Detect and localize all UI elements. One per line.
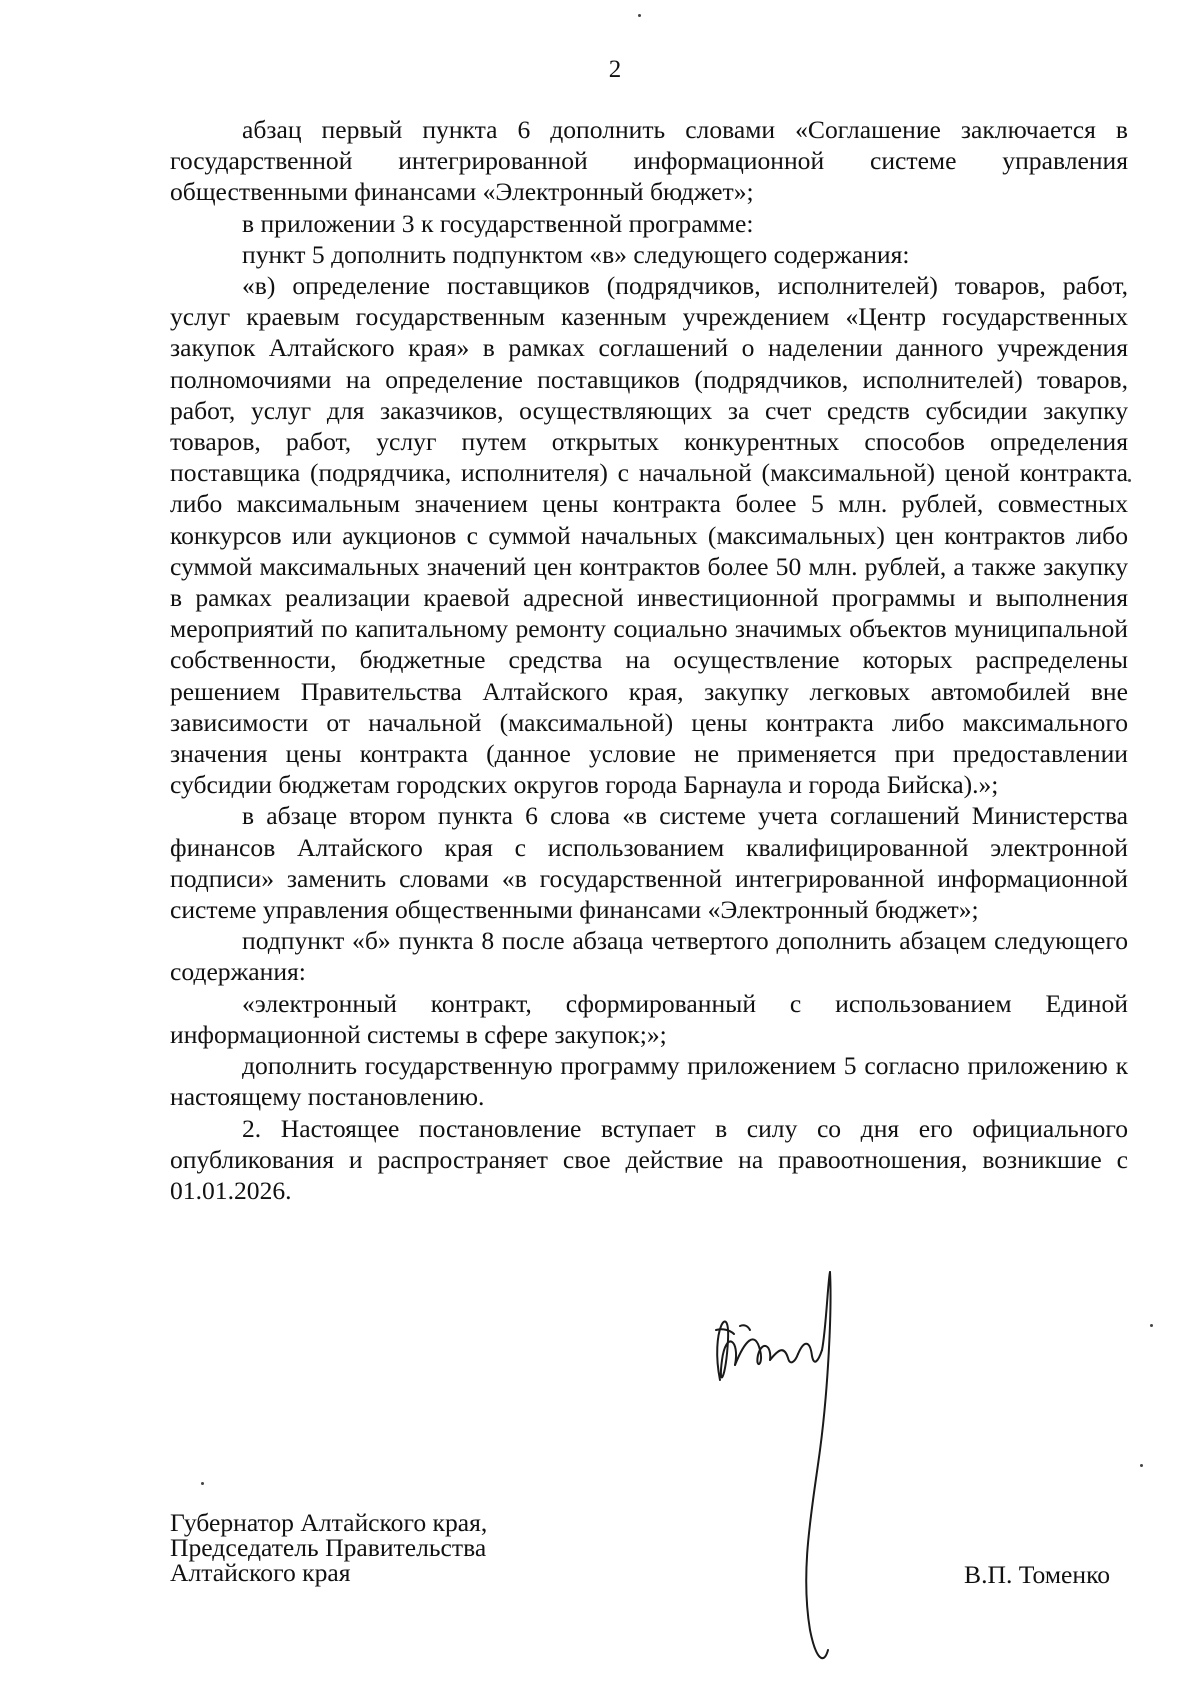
paragraph: «электронный контракт, сформированный с использованием Единой информационной системы в сфере закупок;»; xyxy=(170,988,1128,1049)
scan-artifact xyxy=(1150,1324,1153,1327)
document-body xyxy=(170,114,1128,1206)
handwritten-signature xyxy=(700,1270,880,1670)
paragraph: абзац первый пункта 6 дополнить словами «Соглашение заключается в государственной интегрированной информационной системе управления общественными финансами «Электронный бюджет»; xyxy=(170,115,1128,207)
paragraph: дополнить государственную программу приложением 5 согласно приложению к настоящему постановлению. xyxy=(170,1051,1128,1112)
scan-artifact xyxy=(1140,1464,1143,1467)
paragraph: «в) определение поставщиков (подрядчиков, исполнителей) товаров, работ, услуг краевым государственным казенным учреждением «Центр государственных закупок Алтайского края» в рамках соглашений о наделении данного учреждения полномочиями на определение поставщиков (подрядчиков, исполнителей) товаров, работ, услуг для заказчиков, осуществляющих за счет средств субсидии закупку товаров, работ, услуг путем открытых конкурентных способов определения поставщика (подрядчика, исполнителя) с начальной (максимальной) ценой контракта либо максимальным значением цены контракта более 5 млн. рублей, совместных конкурсов или аукционов с суммой начальных (максимальных) цен контрактов либо суммой максимальных значений цен контрактов более 50 млн. рублей, а также закупку в рамках реализации краевой адресной инвестиционной программы и выполнения мероприятий по капитальному ремонту социально значимых объектов муниципальной собственности, бюджетные средства на осуществление которых распределены решением Правительства Алтайского края, закупку легковых автомобилей вне зависимости от начальной (максимальной) цены контракта либо максимального значения цены контракта (данное условие не применяется при предоставлении субсидии бюджетам городских округов города Барнаула и города Бийска).»; xyxy=(170,271,1128,800)
signatory-title-line: Алтайского края xyxy=(170,1558,351,1587)
paragraph: в абзаце втором пункта 6 слова «в системе учета соглашений Министерства финансов Алтайского края с использованием квалифицированной электронной подписи» заменить словами «в государственной интегрированной информационной системе управления общественными финансами «Электронный бюджет»; xyxy=(170,801,1128,925)
page-number: 2 xyxy=(608,56,622,83)
paragraph: подпункт «б» пункта 8 после абзаца четвертого дополнить абзацем следующего содержания: xyxy=(170,926,1128,987)
paragraph: пункт 5 дополнить подпунктом «в» следующего содержания: xyxy=(242,239,910,269)
scan-artifact xyxy=(638,14,641,17)
signer-name: В.П. Томенко xyxy=(964,1560,1110,1589)
scan-artifact xyxy=(201,1482,204,1485)
scan-artifact xyxy=(1128,479,1131,482)
signatory-title-line: Губернатор Алтайского края, xyxy=(170,1508,488,1537)
paragraph: в приложении 3 к государственной программе: xyxy=(242,208,754,238)
paragraph: 2. Настоящее постановление вступает в силу со дня его официального опубликования и распространяет свое действие на правоотношения, возникшие с 01.01.2026. xyxy=(170,1113,1128,1205)
signatory-title-line: Председатель Правительства xyxy=(170,1533,487,1562)
